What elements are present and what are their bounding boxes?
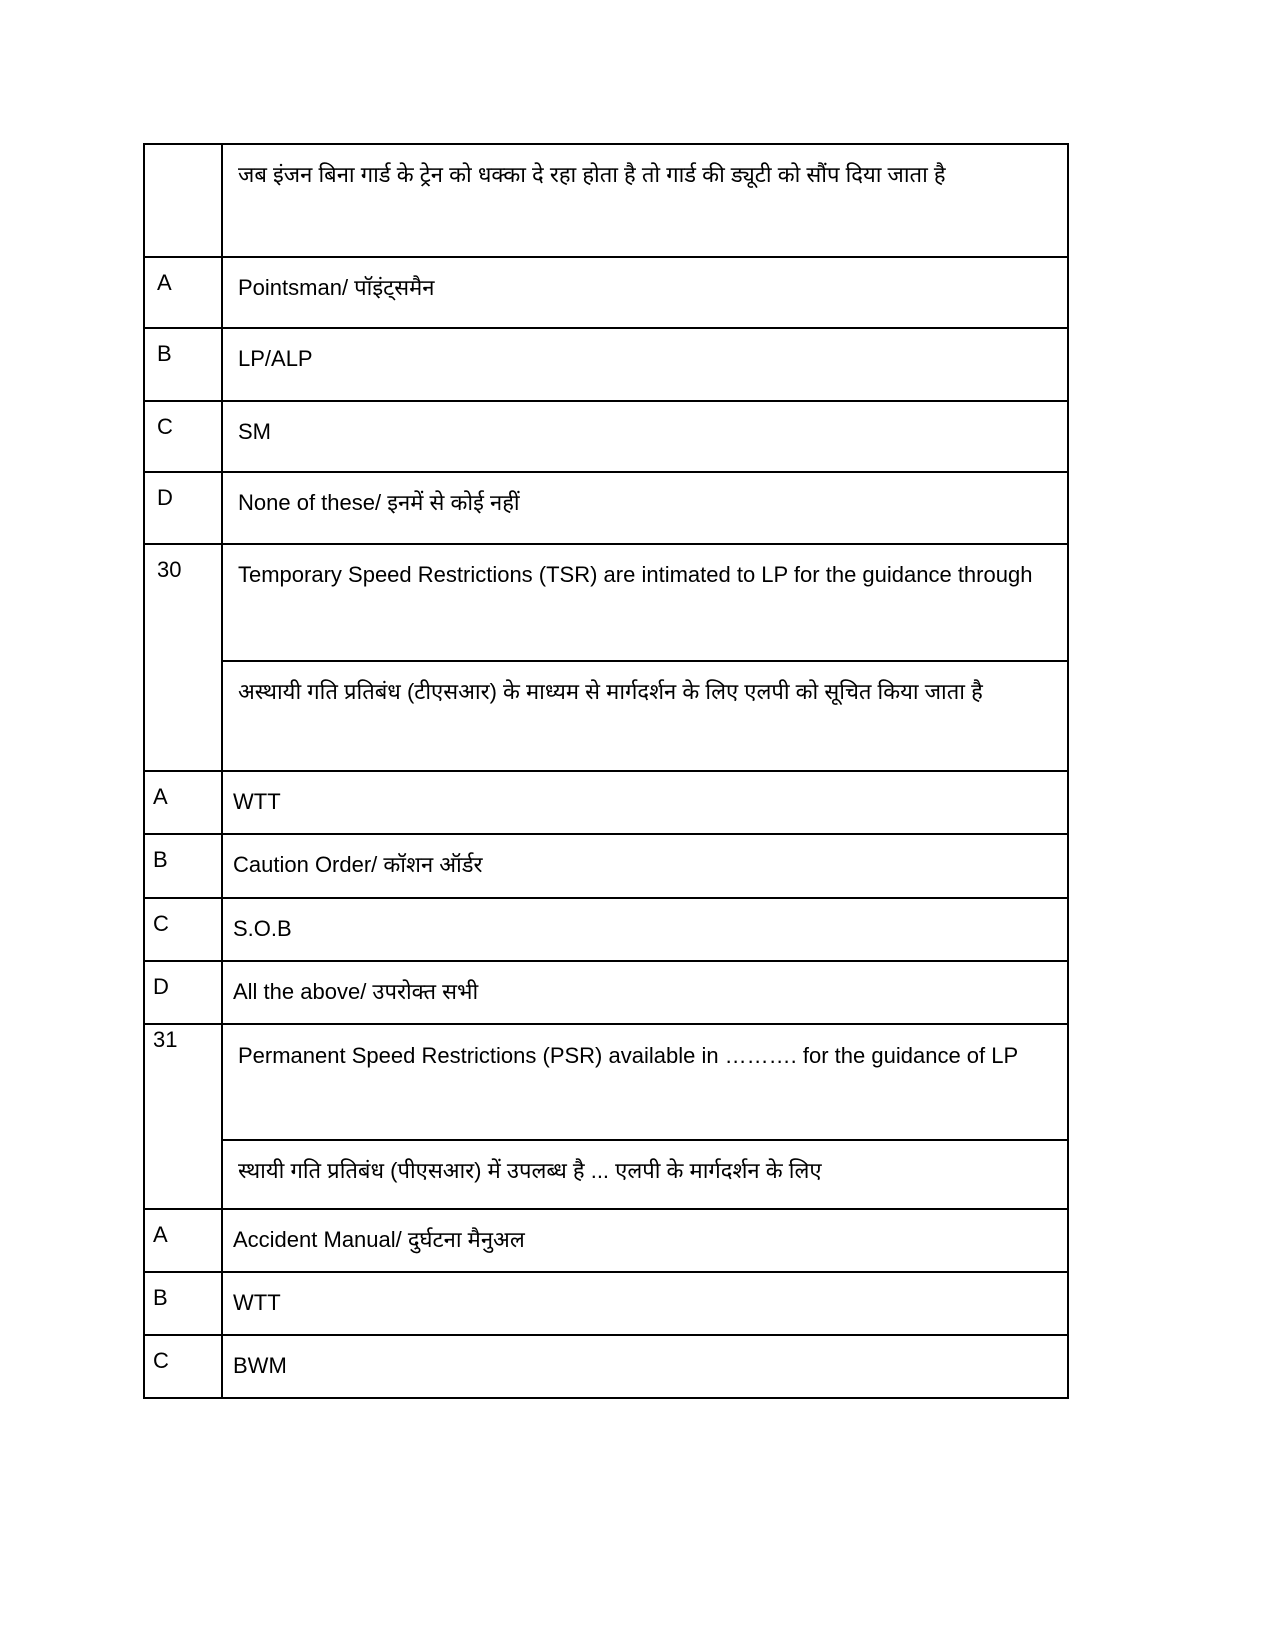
option-label: C: [145, 899, 223, 960]
option-row-b: [143, 1271, 1069, 1334]
option-row-c: [143, 1334, 1069, 1399]
option-label: C: [145, 1336, 223, 1397]
option-label: B: [145, 329, 223, 400]
option-row-c: [143, 897, 1069, 960]
option-text: All the above/ उपरोक्त सभी: [233, 979, 479, 1004]
question-row: [143, 143, 1069, 256]
option-text: Accident Manual/ दुर्घटना मैनुअल: [233, 1227, 525, 1252]
option-text: WTT: [233, 789, 281, 814]
option-label: A: [145, 258, 223, 327]
option-label: C: [145, 402, 223, 471]
option-text: None of these/ इनमें से कोई नहीं: [238, 490, 520, 515]
option-row-c: [143, 400, 1069, 471]
question-text-english: Permanent Speed Restrictions (PSR) available in ………. for the guidance of LP: [238, 1043, 1019, 1068]
question-table: [143, 143, 1069, 1399]
option-text: Caution Order/ कॉशन ऑर्डर: [233, 852, 483, 877]
question-row-30: [143, 543, 1069, 770]
option-text: BWM: [233, 1353, 287, 1378]
option-row-a: [143, 770, 1069, 833]
option-text: Pointsman/ पॉइंट्समैन: [238, 275, 435, 300]
question-text-hindi: स्थायी गति प्रतिबंध (पीएसआर) में उपलब्ध है ... एलपी के मार्गदर्शन के लिए: [223, 1139, 1067, 1191]
question-number: 31: [145, 1025, 223, 1208]
question-number: 30: [145, 545, 223, 770]
option-row-d: [143, 471, 1069, 543]
question-row-31: [143, 1023, 1069, 1208]
option-label: A: [145, 1210, 223, 1271]
option-label: D: [145, 473, 223, 543]
row-label: [145, 145, 223, 256]
option-row-a: [143, 1208, 1069, 1271]
option-text: S.O.B: [233, 916, 292, 941]
option-row-b: [143, 833, 1069, 897]
option-label: B: [145, 1273, 223, 1334]
option-row-d: [143, 960, 1069, 1023]
option-row-a: [143, 256, 1069, 327]
option-text: WTT: [233, 1290, 281, 1315]
option-label: D: [145, 962, 223, 1023]
option-text: LP/ALP: [238, 346, 313, 371]
option-label: B: [145, 835, 223, 897]
option-label: A: [145, 772, 223, 833]
option-text: SM: [238, 419, 271, 444]
question-text-english: Temporary Speed Restrictions (TSR) are intimated to LP for the guidance through: [238, 562, 1033, 587]
question-text-hindi: जब इंजन बिना गार्ड के ट्रेन को धक्का दे रहा होता है तो गार्ड की ड्यूटी को सौंप दिया जाता है: [238, 162, 946, 187]
option-row-b: [143, 327, 1069, 400]
question-text-hindi: अस्थायी गति प्रतिबंध (टीएसआर) के माध्यम से मार्गदर्शन के लिए एलपी को सूचित किया जाता है: [223, 660, 1067, 712]
